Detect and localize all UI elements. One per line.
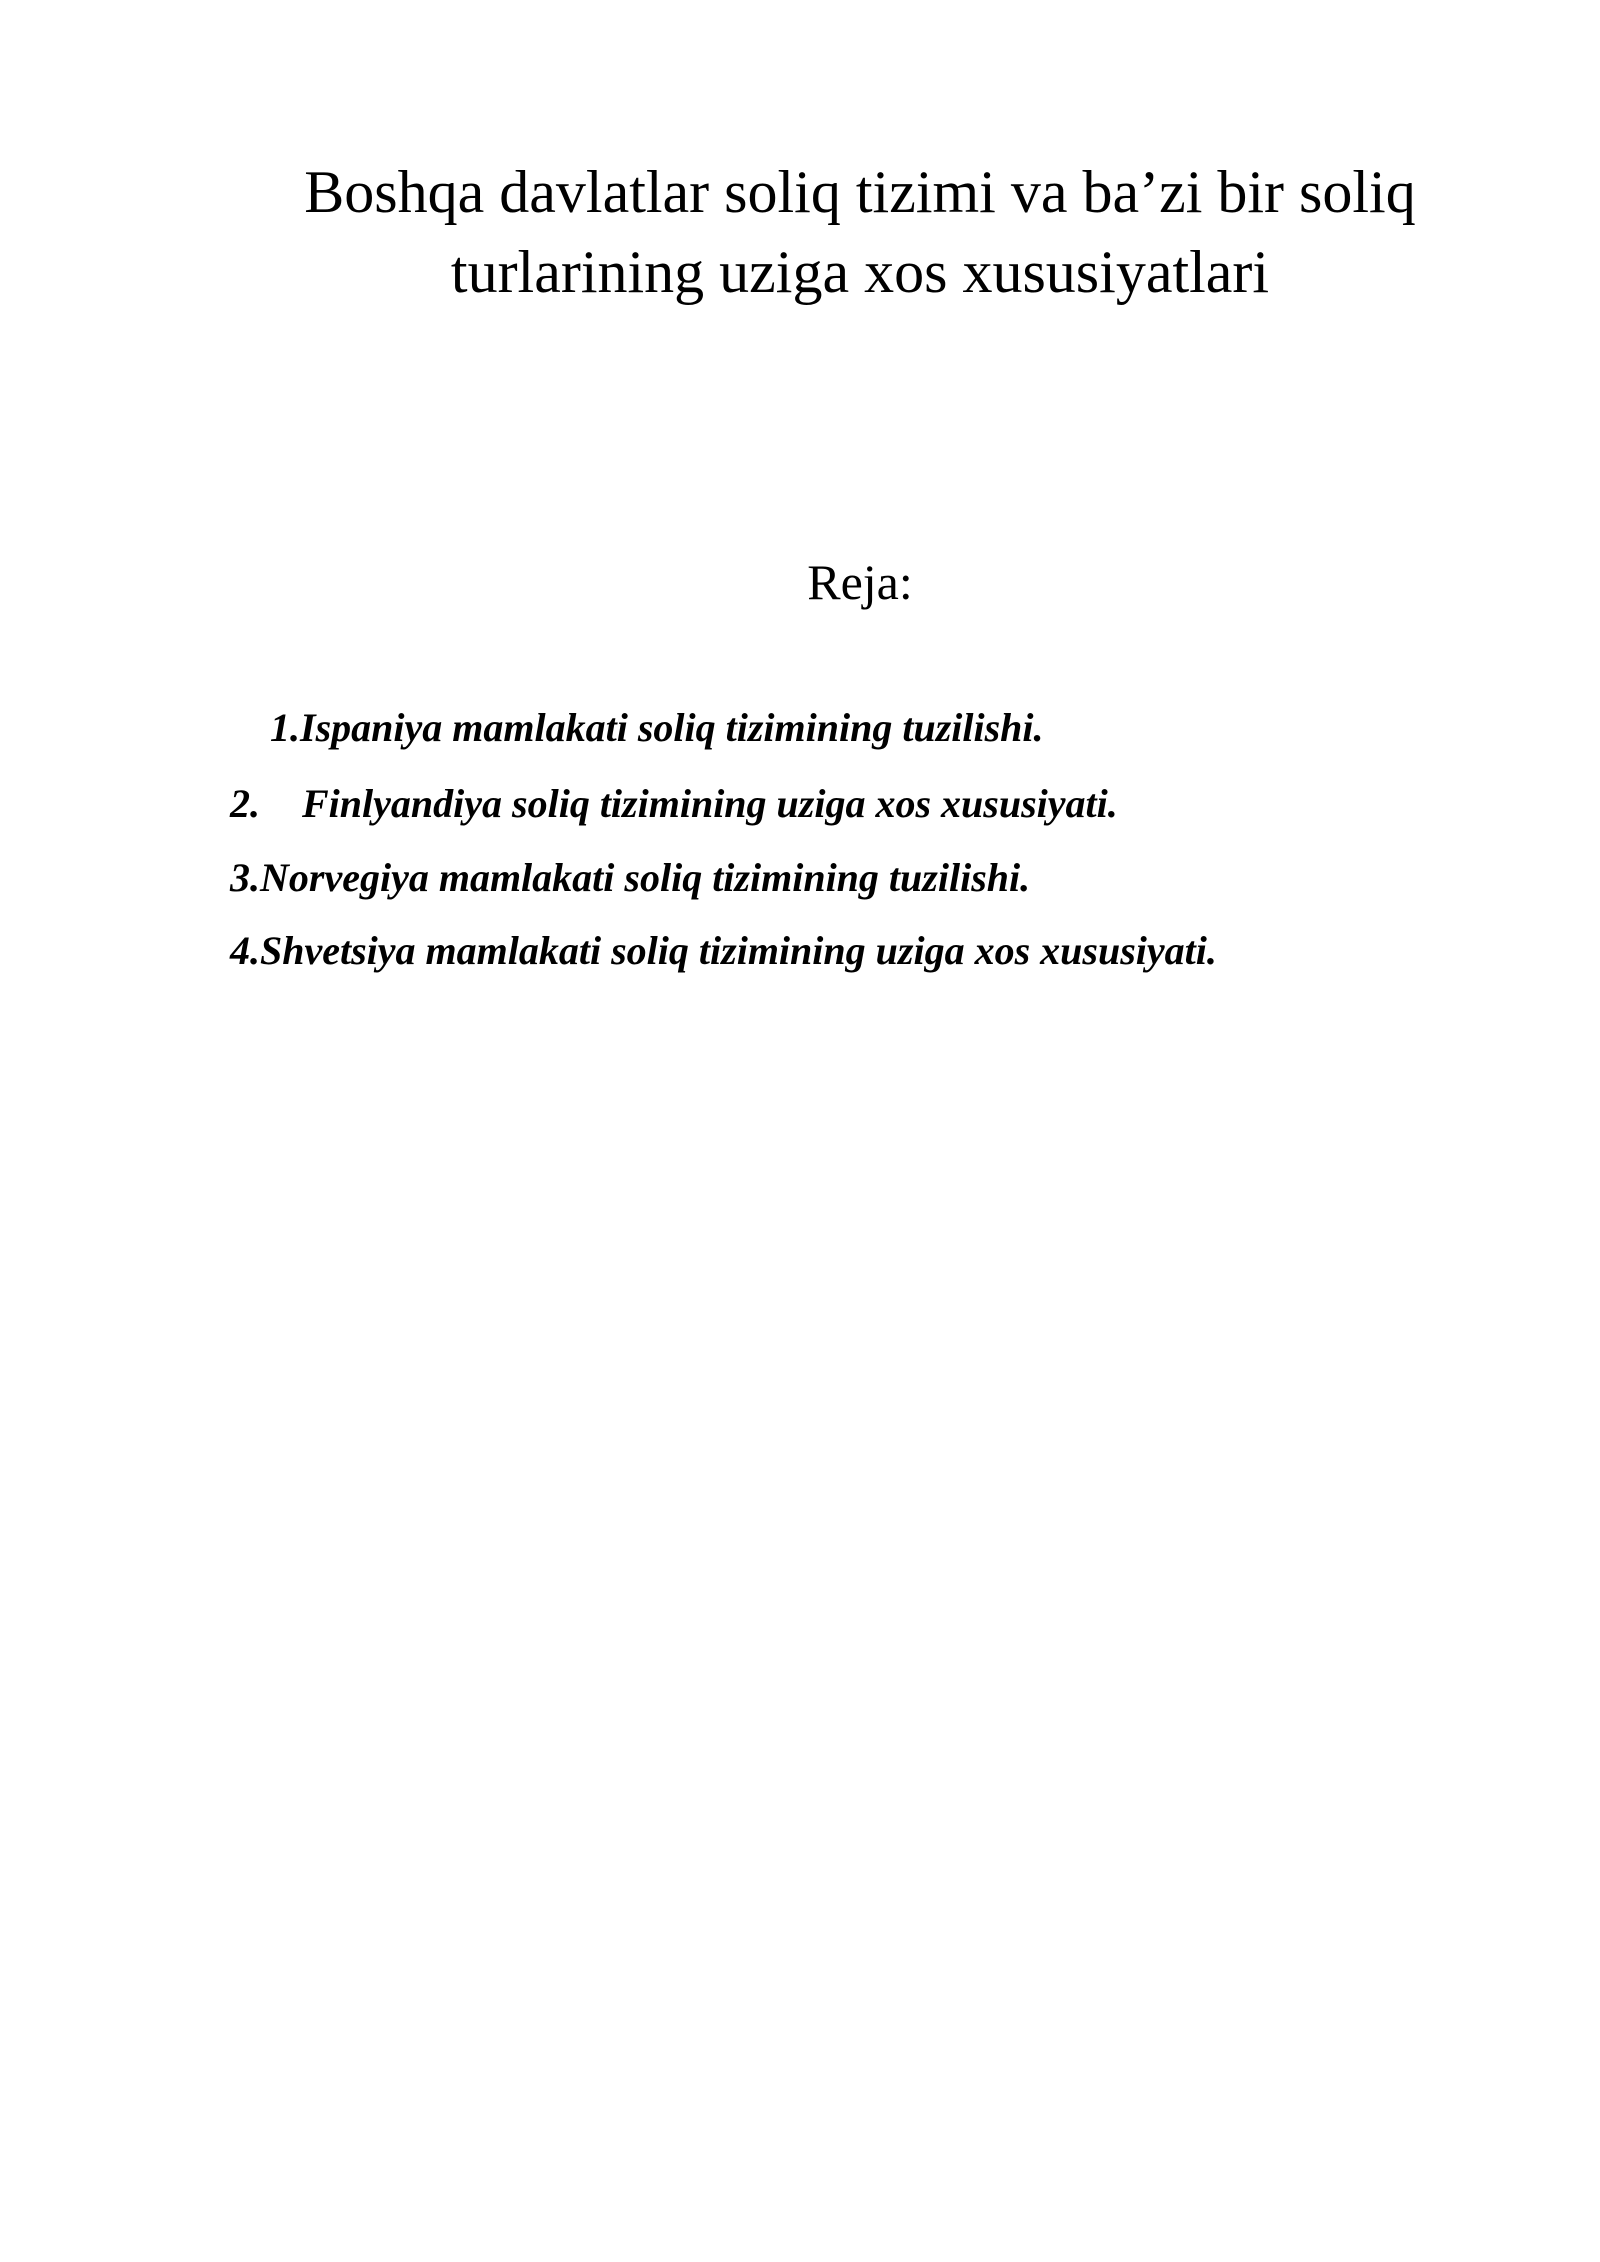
plan-item [230,779,1118,829]
plan-item-text: Finlyandiya soliq tizimining uziga xos xususiyati. [302,781,1118,826]
plan-item [230,926,1217,976]
plan-item-text: Norvegiya mamlakati soliq tizimining tuzilishi. [260,855,1031,900]
plan-item [230,853,1030,903]
plan-item-number: 4. [230,928,260,973]
plan-item [270,703,1044,753]
plan-item-text: Shvetsiya mamlakati soliq tizimining uziga xos xususiyati. [260,928,1217,973]
plan-heading: Reja: [807,554,913,610]
document-title [240,152,1480,312]
plan-item-number: 2. [230,781,260,826]
plan-item-number: 3. [230,855,260,900]
document-title-line-1: Boshqa davlatlar soliq tizimi va ba’zi bir soliq [304,159,1416,225]
plan-item-text: Ispaniya mamlakati soliq tizimining tuzilishi. [300,705,1044,750]
document-title-line-2: turlarining uziga xos xususiyatlari [450,239,1270,305]
plan-item-number: 1. [270,705,300,750]
